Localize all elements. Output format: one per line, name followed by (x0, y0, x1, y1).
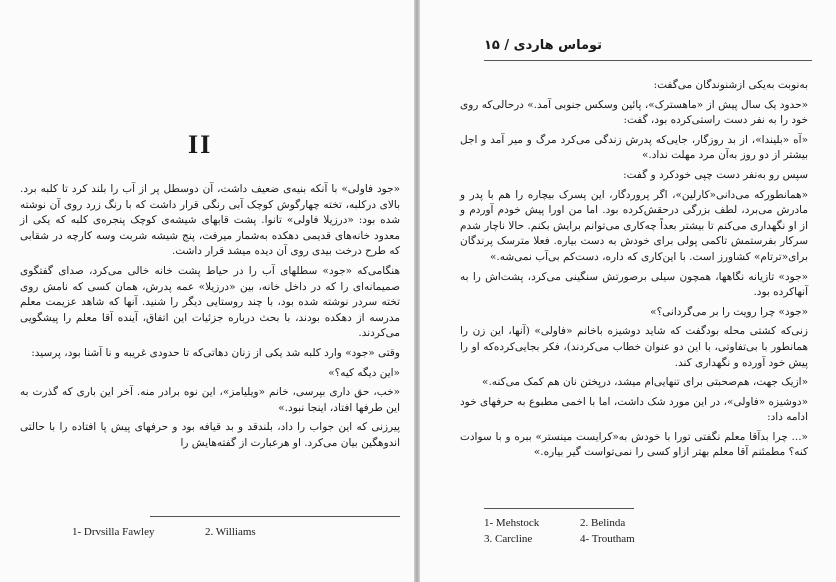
footnote-divider (484, 508, 634, 509)
footnote: 3. Carcline (484, 533, 533, 545)
paragraph: «حدود یک سال پیش از «ماهسترک»، پائین وسکس جنوبی آمد.» درحالی‌که روی خود را به نفر دست راستی‌کرده بود، گفت: (460, 98, 808, 127)
paragraph: «این دیگه کیه؟» (328, 366, 400, 379)
footnote: 2. Williams (205, 526, 256, 538)
footnote: 1- Mehstock (484, 517, 540, 529)
paragraph: وقتی «جود» وارد کلبه شد یکی از زنان دهاتی‌که تا حدودی غریبه و نا آشنا بود، پرسید: (31, 346, 400, 359)
paragraph: «دوشیزه «فاولی»، در این مورد شک داشت، اما با اخمی مطبوع به حرفهای خود ادامه داد: (460, 395, 808, 424)
left-page-body (20, 182, 400, 456)
right-page (420, 0, 836, 582)
footnote-divider (150, 516, 400, 517)
paragraph: «همانطورکه می‌دانی«کارلین»، اگر پروردگار، این پسرک بیچاره را هم با پدر و مادرش می‌برد، لطف بزرگی درحقش‌کرده بود. اما من اورا پیش خودم آوردم و از او نگهداری می‌کنم تا بیشتر بعداً چه‌کاری می‌توانم برایش بکنم. حالا ناچار شدم سرکار بفرستمش تاکمی پولی برای خودش به دست بیاره. فعلا مترسک پرندگان برای«ترتام» کشاورز است. با این‌کاری که داره، دست‌کم بی‌آب نمی‌شه.» (460, 188, 808, 263)
paragraph: پیرزنی که این جواب را داد، بلندقد و بد قیافه بود و حرفهای پیش پا افتاده را با حالتی اندوهگین بیان می‌کرد. او هرعبارت از گفته‌هایش را (20, 421, 400, 449)
paragraph: «جود فاولی» با آنکه بنیه‌ی ضعیف داشت، آن دوسطل پر از آب را بلند کرد تا کلبه برد. بالای درکلبه، تخته چهارگوش کوچک آبی رنگی قرار داشت که با رنگ زرد روی آن نوشته شده بود: «درزیلا فاولی» تانوا. پشت قابهای شیشه‌ی کوچک پنجره‌ی کلبه که یکی از معدود خانه‌های قدیمی دهکده به‌شمار میرفت، پنج شیشه شربت وسه کارچه در شقابی که طرح درخت بیدی روی آن دیده میشد قرار داشت. (20, 183, 400, 258)
paragraph: هنگامی‌که «جود» سطلهای آب را در حیاط پشت خانه خالی می‌کرد، صدای گفتگوی صمیمانه‌ای را که در داخل خانه، بین «درزیلا» عمه پدرش، همان کسی که نامش روی تخته سردر نوشته شده بود، با چند روستایی دیگر را شنید. آنها که شاهد عزیمت معلم مدرسه از دهکده بودند، با بحث درباره جزئیات این اتفاق، آینده آقا معلم را پیشگویی می‌کردند. (20, 264, 400, 340)
footnote: 4- Troutham (580, 533, 635, 545)
paragraph: «جود» چرا رویت را بر می‌گردانی؟» (650, 305, 808, 318)
paragraph: «خب، حق داری بپرسی، خانم «ویلیامز»، این نوه برادر منه. آخر این باری که گذرت به این طرفها افتاد، اینجا نبود.» (20, 386, 400, 414)
paragraph: «جود» تازیانه نگاهها، همچون سیلی برصورتش سنگینی می‌کرد، پشت‌اش را به آنها‌کرده بود. (460, 270, 808, 299)
paragraph: «ازیک جهت، هم‌صحبتی برای تنهایی‌ام میشد، درپختن نان هم کمک می‌کنه.» (482, 376, 808, 389)
left-page (0, 0, 414, 582)
paragraph: سپس رو به‌نفر دست چپی خودکرد و گفت: (623, 168, 808, 181)
paragraph: زنی‌که کشتی محله بودگفت که شاید دوشیزه باخانم «فاولی» (آنها، این زن را همانطور با بی‌تفاوتی، با این دو عنوان خطاب می‌کردند)، فکر بجایی‌کرده‌که او را پیش خود آورده و نگهداری کند. (460, 325, 808, 369)
paragraph: به‌نوبت به‌یکی ازشنوندگان می‌گفت: (653, 79, 808, 91)
right-page-body (460, 78, 808, 465)
header-rule (484, 60, 812, 61)
paragraph: «... چرا بدآقا معلم نگفتی تورا با خودش به«کرایست مینستر» ببره و با سوادت کنه؟ مطمئنم آقا معلم بهتر ازاو کسی را نمی‌تواست گیر بیاره.» (460, 430, 808, 459)
running-head: توماس هاردی / ۱۵ (484, 38, 603, 53)
paragraph: «آه «بلیندا»، از بد روزگار، جایی‌که پدرش زندگی می‌کرد مرگ و میر آمد و اجل بیشتر از دو روز به‌آن مرد مهلت نداد.» (460, 133, 808, 162)
footnote: 2. Belinda (580, 517, 626, 529)
chapter-number: II (188, 130, 213, 159)
footnote: 1- Drvsilla Fawley (72, 526, 155, 538)
